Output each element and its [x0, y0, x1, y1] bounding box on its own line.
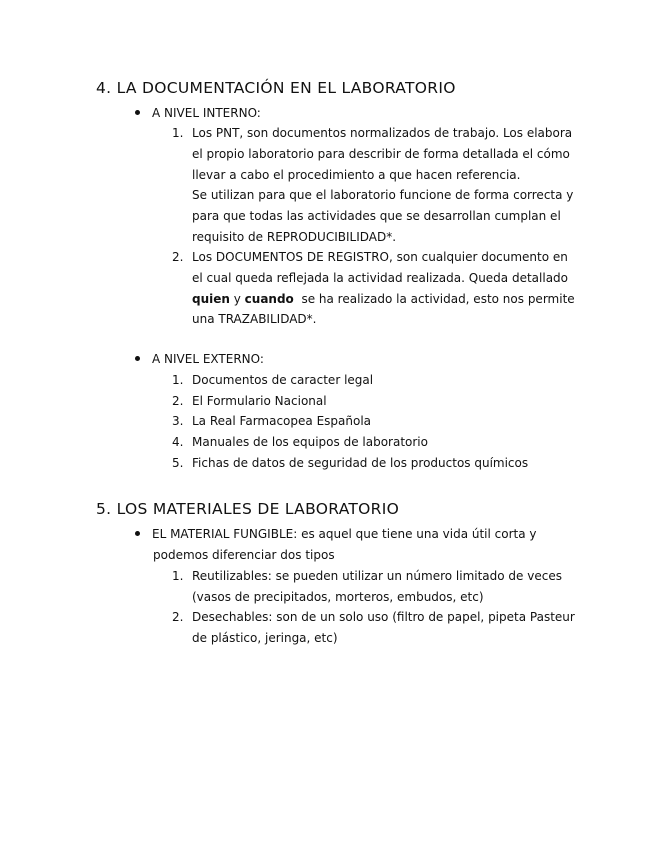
text-line: Fichas de datos de seguridad de los productos químicos [192, 456, 529, 470]
item-number: 2. [172, 250, 184, 264]
item-text [192, 247, 575, 330]
bullet-dot-icon [135, 356, 140, 361]
text-line: Manuales de los equipos de laboratorio [192, 435, 428, 449]
bullet-label-continuation: podemos diferenciar dos tipos [153, 548, 335, 562]
text-line: Desechables: son de un solo uso (filtro de papel, pipeta Pasteur [192, 610, 575, 624]
item-text [192, 566, 562, 608]
text-line-bold [192, 289, 575, 310]
item-number: 5. [172, 456, 184, 470]
inline-text: y [229, 291, 245, 306]
bullet-nivel-externo [135, 349, 264, 370]
text-line: Se utilizan para que el laboratorio funcione de forma correcta y [192, 188, 574, 203]
item-number: 4. [172, 435, 184, 449]
item-text [192, 453, 552, 474]
text-line: (vasos de precipitados, morteros, embudos, etc) [192, 589, 484, 604]
bullet-label: EL MATERIAL FUNGIBLE: es aquel que tiene una vida útil corta y [152, 527, 537, 541]
bullet-label: A NIVEL EXTERNO: [152, 352, 264, 366]
text-line: Reutilizables: se pueden utilizar un número limitado de veces [192, 569, 562, 583]
section-title-documentacion: 4. LA DOCUMENTACIÓN EN EL LABORATORIO [96, 79, 456, 97]
bullet-material-fungible [135, 524, 537, 545]
item-text [192, 411, 552, 432]
item-number: 1. [172, 373, 184, 387]
text-line: Los PNT, son documentos normalizados de trabajo. Los elabora [192, 126, 573, 140]
item-number: 2. [172, 610, 184, 624]
bullet-dot-icon [135, 110, 140, 115]
bullet-label: A NIVEL INTERNO: [152, 106, 261, 120]
text-line: una TRAZABILIDAD*. [192, 312, 317, 327]
text-line: La Real Farmacopea Española [192, 414, 372, 428]
item-text [192, 370, 552, 391]
text-line: El Formulario Nacional [192, 394, 327, 408]
text-line: de plástico, jeringa, etc) [192, 630, 338, 645]
bullet-dot-icon [135, 531, 140, 536]
item-number: 1. [172, 126, 184, 140]
item-number: 1. [172, 569, 184, 583]
text-line: el cual queda reflejada la actividad realizada. Queda detallado [192, 270, 569, 285]
item-number: 2. [172, 394, 184, 408]
text-line: llevar a cabo el procedimiento a que hacen referencia. [192, 167, 521, 182]
section-title-materiales: 5. LOS MATERIALES DE LABORATORIO [96, 500, 400, 518]
inline-text: se ha realizado la actividad, esto nos permite [293, 291, 575, 306]
item-text [192, 432, 552, 453]
bullet-nivel-interno [135, 103, 261, 124]
bold-word: cuando [244, 291, 294, 306]
text-line: requisito de REPRODUCIBILIDAD*. [192, 229, 397, 244]
item-text [192, 123, 574, 248]
item-number: 3. [172, 414, 184, 428]
text-line: para que todas las actividades que se desarrollan cumplan el [192, 209, 561, 224]
text-line: Los DOCUMENTOS DE REGISTRO, son cualquier documento en [192, 250, 568, 264]
item-text [192, 391, 552, 412]
text-line: Documentos de caracter legal [192, 373, 374, 387]
bold-word: quien [192, 291, 230, 306]
text-line: el propio laboratorio para describir de forma detallada el cómo [192, 146, 570, 161]
item-text [192, 607, 575, 649]
